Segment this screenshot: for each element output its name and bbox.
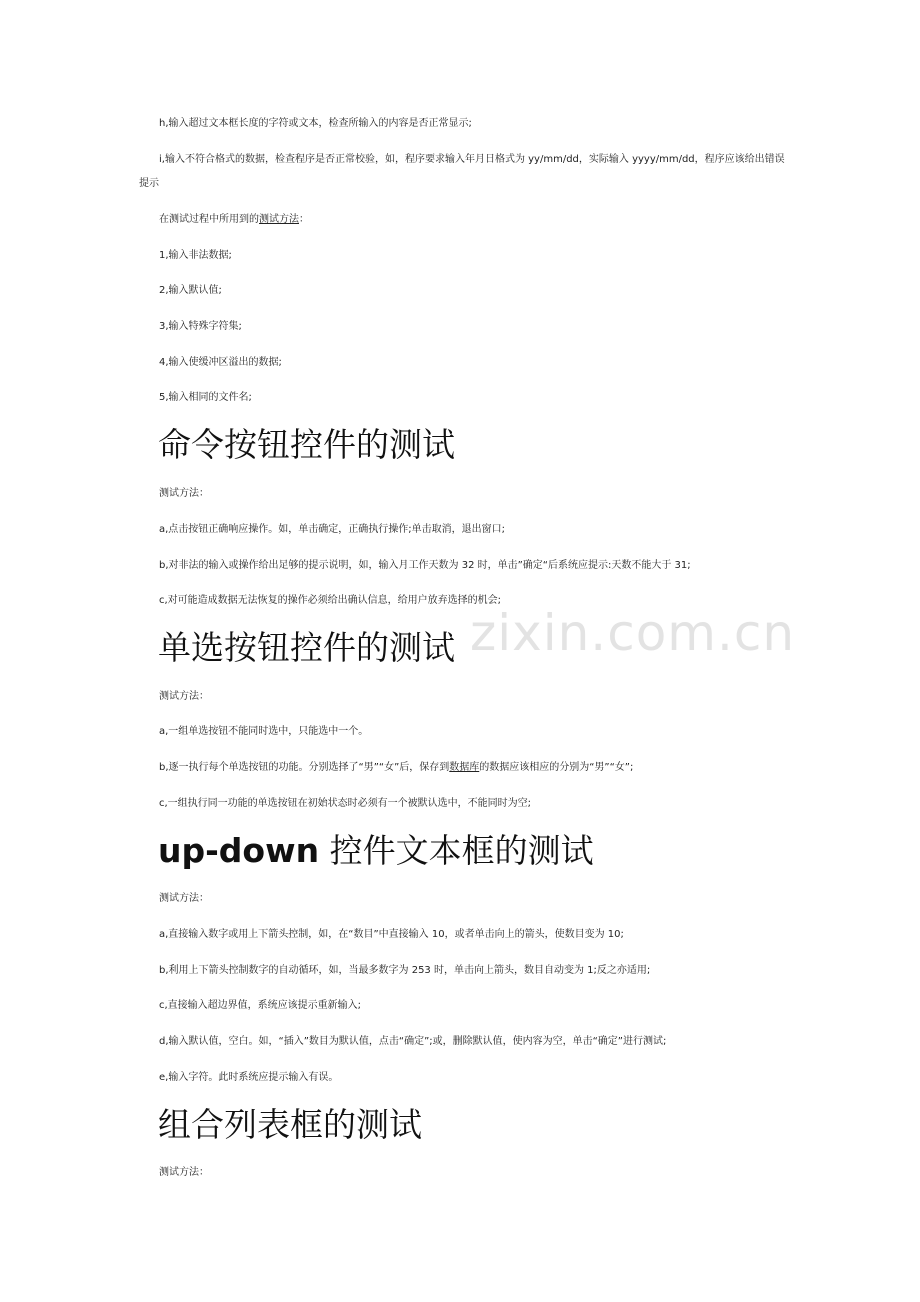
- paragraph-i-line1: i,输入不符合格式的数据，检查程序是否正常校验，如，程序要求输入年月日格式为 yy/mm/dd，实际输入 yyyy/mm/dd，程序应该给出错误: [159, 154, 785, 165]
- section-heading-radio-button: 单选按钮控件的测试: [158, 628, 455, 667]
- methods-intro-prefix: 在测试过程中所用到的: [159, 214, 259, 225]
- section-2-item-b-suffix: 的数据应该相应的分别为“男”“女”;: [479, 762, 634, 773]
- methods-intro-suffix: ：: [299, 214, 309, 225]
- section-heading-up-down-latin: up-down: [158, 831, 320, 870]
- intro-item-4: 4,输入使缓冲区溢出的数据;: [159, 357, 282, 368]
- section-3-item-c: c,直接输入超边界值，系统应该提示重新输入;: [159, 1000, 362, 1011]
- section-3-item-a: a,直接输入数字或用上下箭头控制，如，在“数目”中直接输入 10，或者单击向上的箭头，使数目变为 10;: [159, 929, 624, 940]
- section-2-method-label: 测试方法：: [159, 691, 209, 702]
- intro-item-5: 5,输入相同的文件名;: [159, 392, 252, 403]
- section-3-method-label: 测试方法：: [159, 893, 209, 904]
- paragraph-h: h,输入超过文本框长度的字符或文本，检查所输入的内容是否正常显示;: [159, 118, 472, 129]
- section-3-item-b: b,利用上下箭头控制数字的自动循环，如，当最多数字为 253 时，单击向上箭头，数目自动变为 1;反之亦适用;: [159, 965, 651, 976]
- section-3-item-d: d,输入默认值，空白。如，“插入”数目为默认值，点击“确定”;或，删除默认值，使内容为空，单击“确定”进行测试;: [159, 1036, 667, 1047]
- section-4-method-label: 测试方法：: [159, 1167, 209, 1178]
- section-2-item-b-prefix: b,逐一执行每个单选按钮的功能。分别选择了“男”“女”后，保存到: [159, 762, 450, 773]
- paragraph-i-line2: 提示: [139, 178, 159, 189]
- watermark: zixin.com.cn: [470, 604, 796, 662]
- section-3-item-e: e,输入字符。此时系统应提示输入有误。: [159, 1072, 339, 1083]
- intro-item-1: 1,输入非法数据;: [159, 250, 232, 261]
- methods-intro: [159, 211, 309, 229]
- section-heading-up-down: [158, 830, 594, 872]
- section-1-method-label: 测试方法：: [159, 488, 209, 499]
- intro-item-2: 2,输入默认值;: [159, 285, 222, 296]
- section-2-item-b: [159, 759, 633, 777]
- section-1-item-c: c,对可能造成数据无法恢复的操作必须给出确认信息，给用户放弃选择的机会;: [159, 595, 502, 606]
- section-heading-command-button: 命令按钮控件的测试: [158, 425, 455, 464]
- section-heading-up-down-rest: 控件文本框的测试: [319, 831, 594, 870]
- section-2-item-a: a,一组单选按钮不能同时选中，只能选中一个。: [159, 726, 369, 737]
- section-1-item-a: a,点击按钮正确响应操作。如，单击确定，正确执行操作;单击取消，退出窗口;: [159, 524, 506, 535]
- section-2-item-c: c,一组执行同一功能的单选按钮在初始状态时必须有一个被默认选中，不能同时为空;: [159, 798, 532, 809]
- database-link[interactable]: 数据库: [449, 762, 480, 773]
- section-1-item-b: b,对非法的输入或操作给出足够的提示说明，如，输入月工作天数为 32 时，单击”确定“后系统应提示:天数不能大于 31;: [159, 560, 691, 571]
- intro-item-3: 3,输入特殊字符集;: [159, 321, 242, 332]
- test-method-link[interactable]: 测试方法: [259, 214, 299, 225]
- section-heading-combo-list: 组合列表框的测试: [158, 1105, 422, 1144]
